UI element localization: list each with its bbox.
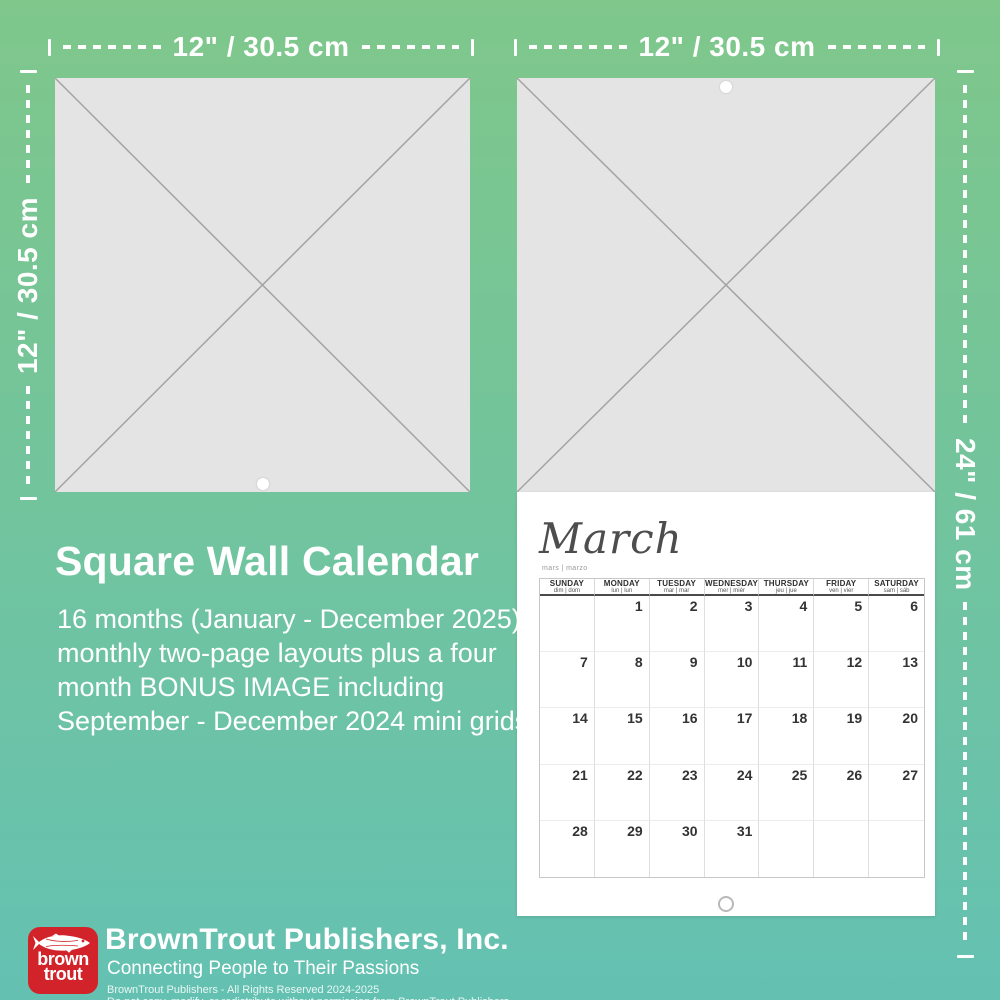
- ruler-dash-line: [529, 45, 627, 49]
- day-cell: 1: [595, 596, 650, 652]
- description-line: 16 months (January - December 2025): [57, 604, 521, 634]
- day-cell: 13: [869, 652, 924, 708]
- ruler-dash-line: [362, 45, 460, 49]
- day-cell: 8: [595, 652, 650, 708]
- ruler-dash-line: [963, 85, 967, 426]
- publisher-name: BrownTrout Publishers, Inc.: [105, 923, 509, 956]
- day-cell: 26: [814, 765, 869, 821]
- day-cell: 18: [759, 708, 814, 764]
- day-cell: 16: [650, 708, 705, 764]
- description-line: month BONUS IMAGE including: [57, 672, 445, 702]
- day-header: SATURDAY sam | sáb: [869, 579, 924, 596]
- dimension-label-left: 12" / 30.5 cm: [12, 196, 43, 374]
- product-title: Square Wall Calendar: [55, 538, 479, 584]
- day-cell: 31: [705, 821, 760, 877]
- day-cell: 17: [705, 708, 760, 764]
- description-line: September - December 2024 mini grids: [57, 706, 529, 736]
- day-cell: 25: [759, 765, 814, 821]
- copyright-line-1: BrownTrout Publishers - All Rights Reserved 2024-2025: [107, 984, 380, 996]
- logo-word-trout: trout: [43, 964, 83, 984]
- day-cell: [869, 821, 924, 877]
- day-cell: 12: [814, 652, 869, 708]
- hanging-hole-icon: [257, 478, 269, 490]
- ruler-dash-line: [26, 386, 30, 486]
- month-grid: [539, 578, 925, 878]
- dimension-ruler-top-right: [514, 31, 940, 62]
- copyright-text: [107, 984, 509, 1008]
- dimension-label-right: 24" / 61 cm: [950, 437, 981, 591]
- ruler-tick: [937, 39, 940, 56]
- hanging-hole-icon: [718, 896, 734, 912]
- browntrout-logo: [28, 927, 98, 994]
- day-header: TUESDAY mar | mar: [650, 579, 705, 596]
- hanging-hole-icon: [720, 81, 732, 93]
- ruler-tick: [20, 497, 37, 500]
- dimension-ruler-top-left: [48, 31, 474, 62]
- day-cell: 9: [650, 652, 705, 708]
- calendar-page-placeholder-left: [55, 78, 470, 492]
- day-cell: 11: [759, 652, 814, 708]
- day-cell: 4: [759, 596, 814, 652]
- ruler-tick: [20, 70, 37, 73]
- calendar-grid-page: [517, 492, 935, 916]
- day-cell: 30: [650, 821, 705, 877]
- day-header: MONDAY lun | lun: [595, 579, 650, 596]
- day-cell: 22: [595, 765, 650, 821]
- day-cell: 6: [869, 596, 924, 652]
- placeholder-x-icon: [55, 78, 470, 492]
- month-title: March: [539, 514, 683, 563]
- day-cell: 23: [650, 765, 705, 821]
- day-cell: 7: [540, 652, 595, 708]
- placeholder-x-icon: [517, 78, 935, 492]
- copyright-line-2: Do not copy, modify, or redistribute without permission from BrownTrout Publishers: [107, 996, 510, 1008]
- product-description: [57, 602, 528, 738]
- publisher-tagline: Connecting People to Their Passions: [107, 958, 420, 979]
- dimension-ruler-left: [12, 70, 43, 500]
- day-header: FRIDAY ven | vier: [814, 579, 869, 596]
- day-cell: [759, 821, 814, 877]
- ruler-dash-line: [828, 45, 926, 49]
- day-cell: 29: [595, 821, 650, 877]
- day-cell: 28: [540, 821, 595, 877]
- publisher-footer: [0, 922, 1000, 1008]
- dimension-label-top-right: 12" / 30.5 cm: [638, 31, 816, 62]
- logo-wordmark: [37, 949, 89, 984]
- ruler-tick: [957, 70, 974, 73]
- day-cell: [814, 821, 869, 877]
- day-cell: [540, 596, 595, 652]
- dimension-label-top-left: 12" / 30.5 cm: [172, 31, 350, 62]
- day-cell: 15: [595, 708, 650, 764]
- day-cell: 5: [814, 596, 869, 652]
- day-cell: 27: [869, 765, 924, 821]
- logo-word-brown: brown: [37, 949, 89, 969]
- ruler-dash-line: [26, 85, 30, 185]
- day-cell: 24: [705, 765, 760, 821]
- ruler-dash-line: [63, 45, 161, 49]
- day-cell: 21: [540, 765, 595, 821]
- ruler-dash-line: [963, 602, 967, 943]
- ruler-tick: [471, 39, 474, 56]
- day-cell: 14: [540, 708, 595, 764]
- calendar-page-placeholder-right: [517, 78, 935, 492]
- day-header: THURSDAY jeu | jue: [759, 579, 814, 596]
- day-cell: 10: [705, 652, 760, 708]
- ruler-tick: [514, 39, 517, 56]
- day-cell: 19: [814, 708, 869, 764]
- day-header: SUNDAY dim | dom: [540, 579, 595, 596]
- day-cell: 20: [869, 708, 924, 764]
- ruler-tick: [48, 39, 51, 56]
- dimension-ruler-right: [950, 70, 981, 958]
- day-cell: 3: [705, 596, 760, 652]
- description-line: monthly two-page layouts plus a four: [57, 638, 497, 668]
- day-header: WEDNESDAY mer | miér: [704, 579, 759, 594]
- day-cell: 2: [650, 596, 705, 652]
- month-subtitle: mars | marzo: [542, 565, 588, 572]
